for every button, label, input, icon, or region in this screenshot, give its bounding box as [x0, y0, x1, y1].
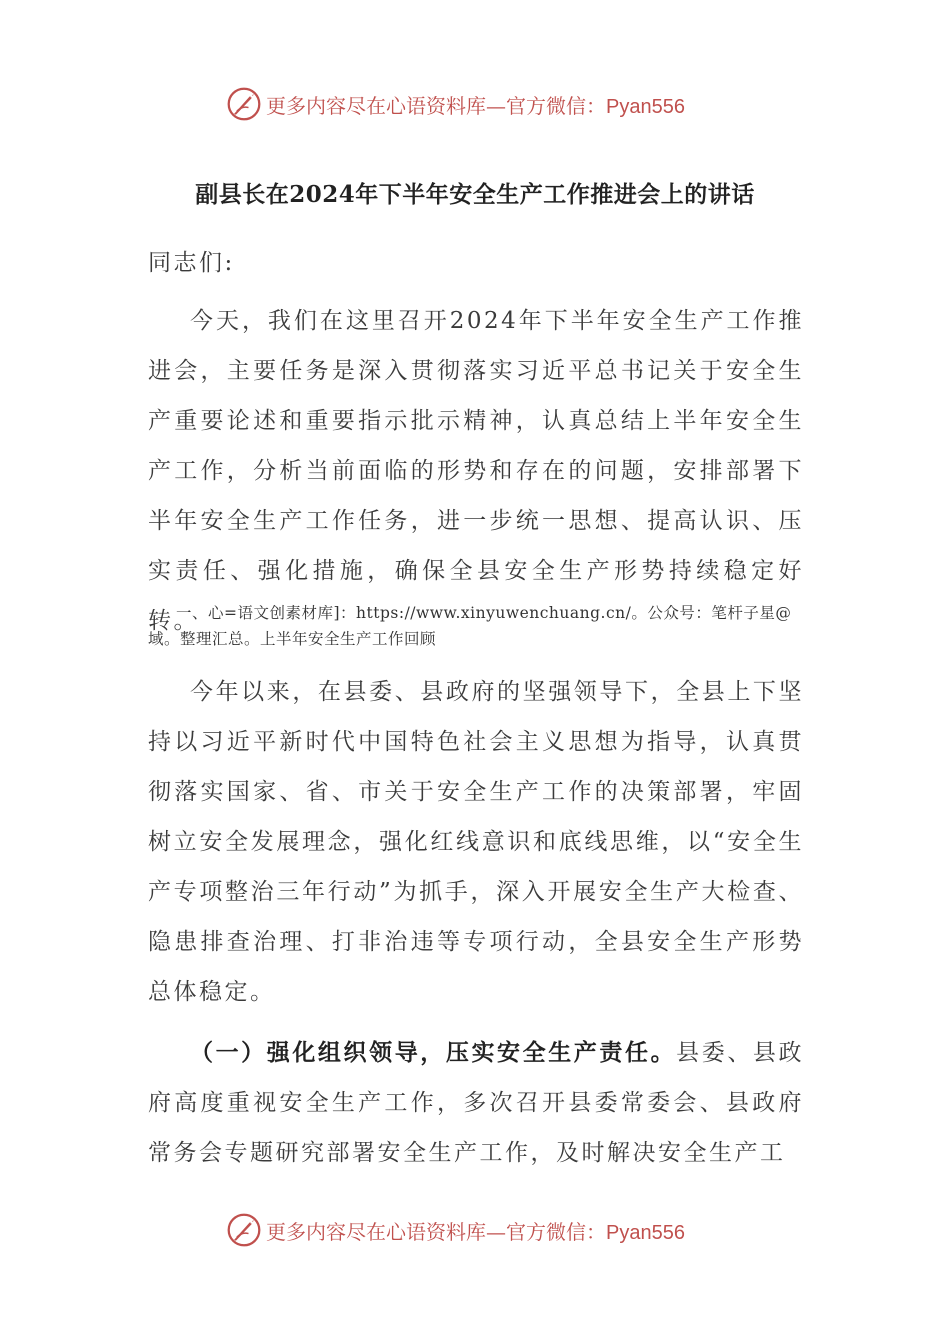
pen-nib-logo-icon — [226, 1212, 262, 1248]
banner-text: 更多内容尽在心语资料库—官方微信：Pyan556 — [266, 1219, 685, 1244]
banner-text: 更多内容尽在心语资料库—官方微信：Pyan556 — [266, 93, 685, 118]
greeting: 同志们: — [148, 250, 235, 276]
intro-paragraph: 今天，我们在这里召开2024年下半年安全生产工作推进会，主要任务是深入贯彻落实习近平总书记关于安全生产重要论述和重要指示批示精神，认真总结上半年安全生产工作，分析当前面临的形势和存在的问题，安排部署下半年安全生产工作任务，进一步统一思想、提高认识、压实责任、强化措施，确保全县安全生产形势持续稳定好转。 — [148, 308, 804, 634]
section-heading-with-source-note: 一、心=语文创素材库]：https://www.xinyuwenchuang.cn/。公众号：笔杆子星@域。整理汇总。上半年安全生产工作回顾 — [148, 604, 792, 648]
section-1-heading: （一）强化组织领导，压实安全生产责任。 — [190, 1039, 677, 1066]
section-1-body: 县委、县政府高度重视安全生产工作，多次召开县委常委会、县政府常务会专题研究部署安全生产工作，及时解决安全生产工 — [148, 1040, 805, 1166]
review-paragraph: 今年以来，在县委、县政府的坚强领导下，全县上下坚持以习近平新时代中国特色社会主义思想为指导，认真贯彻落实国家、省、市关于安全生产工作的决策部署，牢固树立安全发展理念，强化红线意识和底线思维，以“安全生产专项整治三年行动”为抓手，深入开展安全生产大检查、隐患排查治理、打非治违等专项行动，全县安全生产形势总体稳定。 — [148, 679, 804, 1005]
section-1-paragraph — [148, 1028, 804, 1178]
header-watermark-banner — [226, 82, 685, 126]
footer-watermark-banner — [226, 1208, 685, 1252]
pen-nib-logo-icon — [226, 86, 262, 122]
document-title: 副县长在2024年下半年安全生产工作推进会上的讲话 — [195, 181, 755, 208]
